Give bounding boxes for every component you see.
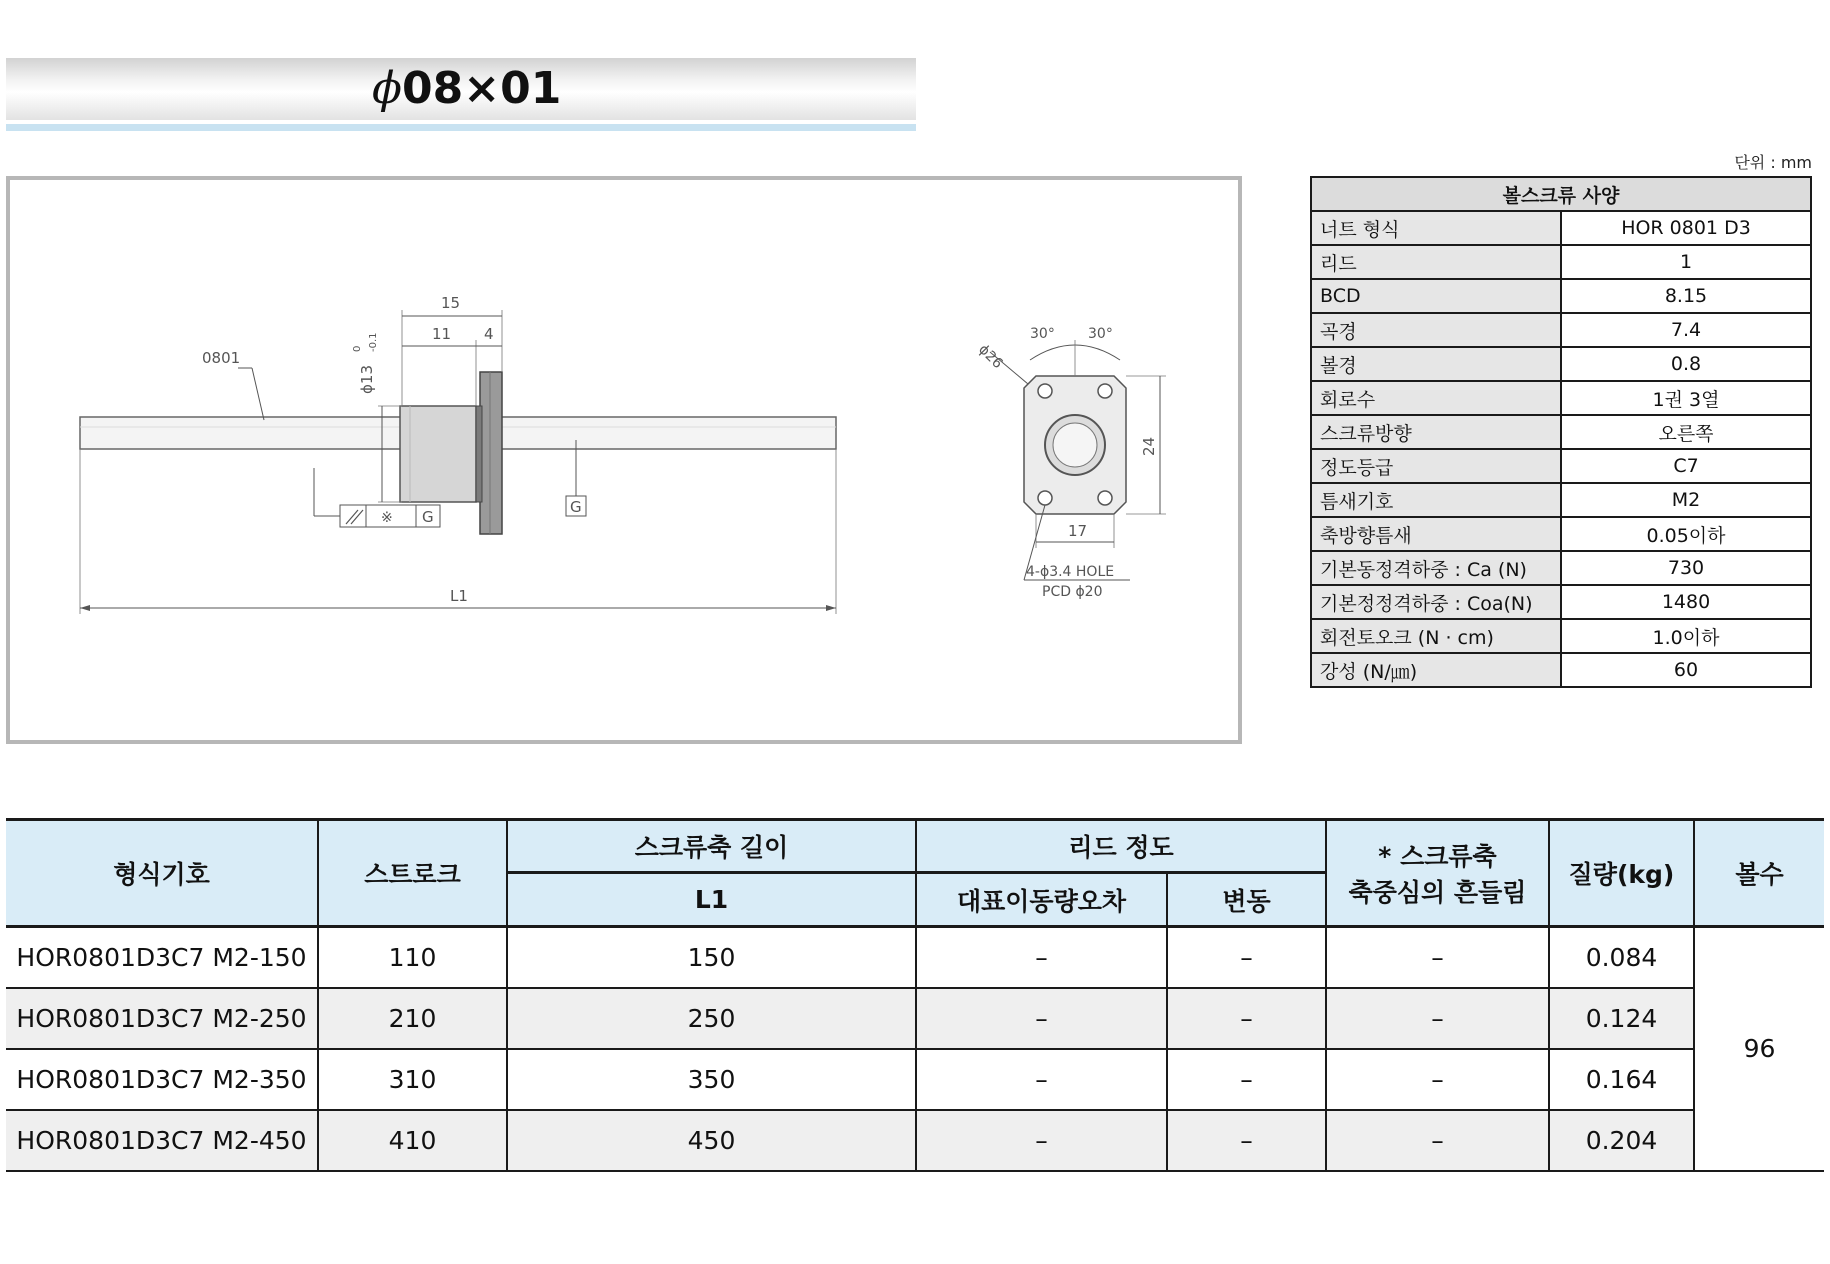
cell-stroke: 210 [318,988,507,1049]
spec-label: 틈새기호 [1311,483,1561,517]
col-rep-error: 대표이동량오차 [916,873,1167,927]
cell-rep-error: – [916,988,1167,1049]
title-phi-symbol: ϕ [372,63,402,114]
angle-right-label: 30° [1088,326,1113,342]
cell-rep-error: – [916,1049,1167,1110]
spec-value: M2 [1561,483,1811,517]
flange-height-label: 24 [1140,436,1158,456]
runout-datum: G [422,508,434,526]
dim-11-label: 11 [432,325,452,343]
spec-value: 1권 3열 [1561,381,1811,415]
spec-value: 1.0이하 [1561,619,1811,653]
cell-l1: 350 [507,1049,916,1110]
dim-phi13-label: ϕ13 [358,365,376,394]
table-row [6,1110,1824,1171]
spec-value: 7.4 [1561,313,1811,347]
spec-table [1310,176,1812,688]
spec-label: 곡경 [1311,313,1561,347]
spec-row [1311,551,1811,585]
col-variation: 변동 [1167,873,1326,927]
cell-stroke: 110 [318,927,507,988]
col-mass: 질량(kg) [1549,820,1694,927]
cell-stroke: 410 [318,1110,507,1171]
spec-value: 60 [1561,653,1811,687]
spec-row [1311,347,1811,381]
cell-l1: 250 [507,988,916,1049]
cell-variation: – [1167,927,1326,988]
cell-variation: – [1167,1049,1326,1110]
angle-left-label: 30° [1030,326,1055,342]
col-runout [1326,820,1549,927]
datum-g-label: G [570,498,582,516]
pcd-note: PCD ϕ20 [1042,584,1103,600]
cell-runout: – [1326,1049,1549,1110]
spec-row [1311,449,1811,483]
title-size: 08×01 [402,63,562,114]
cell-runout: – [1326,988,1549,1049]
spec-label: 회전토오크 (N · cm) [1311,619,1561,653]
spec-row [1311,619,1811,653]
col-stroke: 스트로크 [318,820,507,927]
spec-label: 스크류방향 [1311,415,1561,449]
cell-runout: – [1326,927,1549,988]
spec-row [1311,381,1811,415]
spec-value: C7 [1561,449,1811,483]
spec-header: 볼스크류 사양 [1311,177,1811,211]
tol-upper: 0 [352,345,363,352]
technical-drawing [10,180,1238,740]
col-runout-line2: 축중심의 흔들림 [1348,878,1527,907]
table-row [6,927,1824,988]
spec-label: 정도등급 [1311,449,1561,483]
runout-arrow-icon [346,510,363,524]
cell-variation: – [1167,988,1326,1049]
cell-mass: 0.124 [1549,988,1694,1049]
title-underline [6,124,916,131]
spec-row [1311,313,1811,347]
cell-l1: 450 [507,1110,916,1171]
cell-model: HOR0801D3C7 M2-350 [6,1049,318,1110]
cell-mass: 0.084 [1549,927,1694,988]
col-l1: L1 [507,873,916,927]
spec-row [1311,279,1811,313]
col-shaft-length: 스크류축 길이 [507,820,916,873]
cell-rep-error: – [916,927,1167,988]
col-balls: 볼수 [1694,820,1824,927]
table-row [6,1049,1824,1110]
spec-row [1311,415,1811,449]
spec-value: 0.05이하 [1561,517,1811,551]
spec-row [1311,653,1811,687]
cell-model: HOR0801D3C7 M2-250 [6,988,318,1049]
flange-dia-label: ϕ26 [975,341,1006,372]
spec-value: 0.8 [1561,347,1811,381]
cell-variation: – [1167,1110,1326,1171]
spec-row [1311,517,1811,551]
spec-value: 1480 [1561,585,1811,619]
spec-value: 730 [1561,551,1811,585]
cell-mass: 0.164 [1549,1049,1694,1110]
spec-label: 축방향틈새 [1311,517,1561,551]
spec-row [1311,211,1811,245]
spec-value: HOR 0801 D3 [1561,211,1811,245]
spec-row [1311,585,1811,619]
nut-code-label: 0801 [202,349,241,367]
spec-row [1311,245,1811,279]
cell-model: HOR0801D3C7 M2-150 [6,927,318,988]
spec-label: BCD [1311,279,1561,313]
table-row [6,988,1824,1049]
cell-l1: 150 [507,927,916,988]
nut-body [400,406,476,502]
flange-width-label: 17 [1068,522,1088,540]
runout-mark: ※ [381,510,393,526]
hole-note: 4-ϕ3.4 HOLE [1026,564,1115,580]
spec-label: 기본정정격하중 : Coa(N) [1311,585,1561,619]
spec-label: 볼경 [1311,347,1561,381]
spec-label: 강성 (N/㎛) [1311,653,1561,687]
spec-label: 기본동정격하중 : Ca (N) [1311,551,1561,585]
model-table [6,818,1824,1172]
spec-label: 회로수 [1311,381,1561,415]
spec-value: 8.15 [1561,279,1811,313]
tol-lower: -0.1 [368,332,379,352]
cell-stroke: 310 [318,1049,507,1110]
cell-model: HOR0801D3C7 M2-450 [6,1110,318,1171]
cell-balls: 96 [1694,927,1824,1171]
spec-label: 리드 [1311,245,1561,279]
col-lead-accuracy: 리드 정도 [916,820,1326,873]
col-runout-line1: * 스크류축 [1378,842,1497,871]
col-model: 형식기호 [6,820,318,927]
dim-4-label: 4 [484,325,494,343]
l1-label: L1 [450,587,468,605]
nut-flange [480,372,502,534]
spec-value: 1 [1561,245,1811,279]
dim-15-label: 15 [441,294,461,312]
spec-label: 너트 형식 [1311,211,1561,245]
spec-value: 오른쪽 [1561,415,1811,449]
spec-row [1311,483,1811,517]
cell-mass: 0.204 [1549,1110,1694,1171]
cell-rep-error: – [916,1110,1167,1171]
page-title [372,62,561,116]
drawing-frame [6,176,1242,744]
unit-label: 단위 : mm [1734,153,1812,172]
cell-runout: – [1326,1110,1549,1171]
